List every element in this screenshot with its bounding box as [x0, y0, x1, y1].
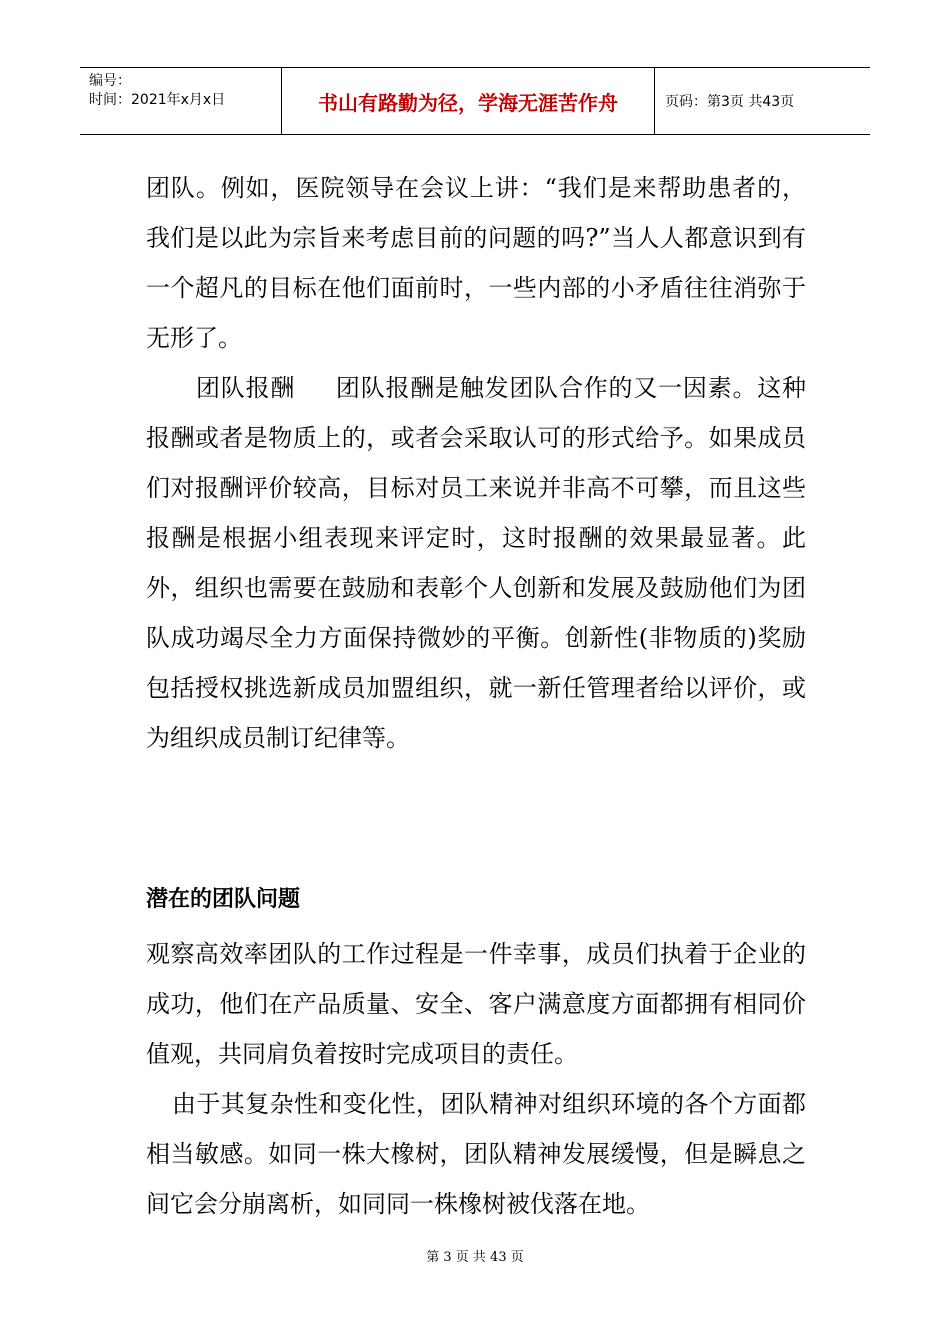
section-heading: 潜在的团队问题	[146, 887, 301, 912]
paragraph-1: 团队。例如，医院领导在会议上讲：“我们是来帮助患者的，我们是以此为宗旨来考虑目前的问题的吗?”当人人都意识到有一个超凡的目标在他们面前时，一些内部的小矛盾往往消弥于无形了。	[146, 174, 806, 352]
header-meta	[80, 68, 282, 134]
paragraph-4: 由于其复杂性和变化性，团队精神对组织环境的各个方面都相当敏感。如同一株大橡树，团队精神发展缓慢，但是瞬息之间它会分崩离析，如同同一株橡树被伐落在地。	[146, 1090, 806, 1218]
paragraph-2-text: 团队报酬是触发团队合作的又一因素。这种报酬或者是物质上的，或者会采取认可的形式给予。如果成员们对报酬评价较高，目标对员工来说并非高不可攀，而且这些报酬是根据小组表现来评定时，这时报酬的效果最显著。此外，组织也需要在鼓励和表彰个人创新和发展及鼓励他们为团队成功竭尽全力方面保持微妙的平衡。创新性(非物质的)奖励包括授权挑选新成员加盟组织，就一新任管理者给以评价，或为组织成员制订纪律等。	[146, 374, 807, 752]
header-page-info: 页码：第3页 共43页	[665, 94, 795, 110]
page-header	[80, 67, 870, 135]
paragraph-2-term: 团队报酬	[196, 374, 296, 402]
date-label: 时间：2021年x月x日	[89, 92, 226, 108]
body-section-1	[146, 163, 806, 763]
page-footer: 第 3 页 共 43 页	[426, 1250, 524, 1265]
header-motto: 书山有路勤为径，学海无涯苦作舟	[282, 68, 655, 134]
number-label: 编号：	[89, 73, 131, 89]
paragraph-2	[146, 363, 806, 763]
paragraph-3: 观察高效率团队的工作过程是一件幸事，成员们执着于企业的成功，他们在产品质量、安全、客户满意度方面都拥有相同价值观，共同肩负着按时完成项目的责任。	[146, 940, 806, 1068]
body-section-2	[146, 929, 806, 1229]
